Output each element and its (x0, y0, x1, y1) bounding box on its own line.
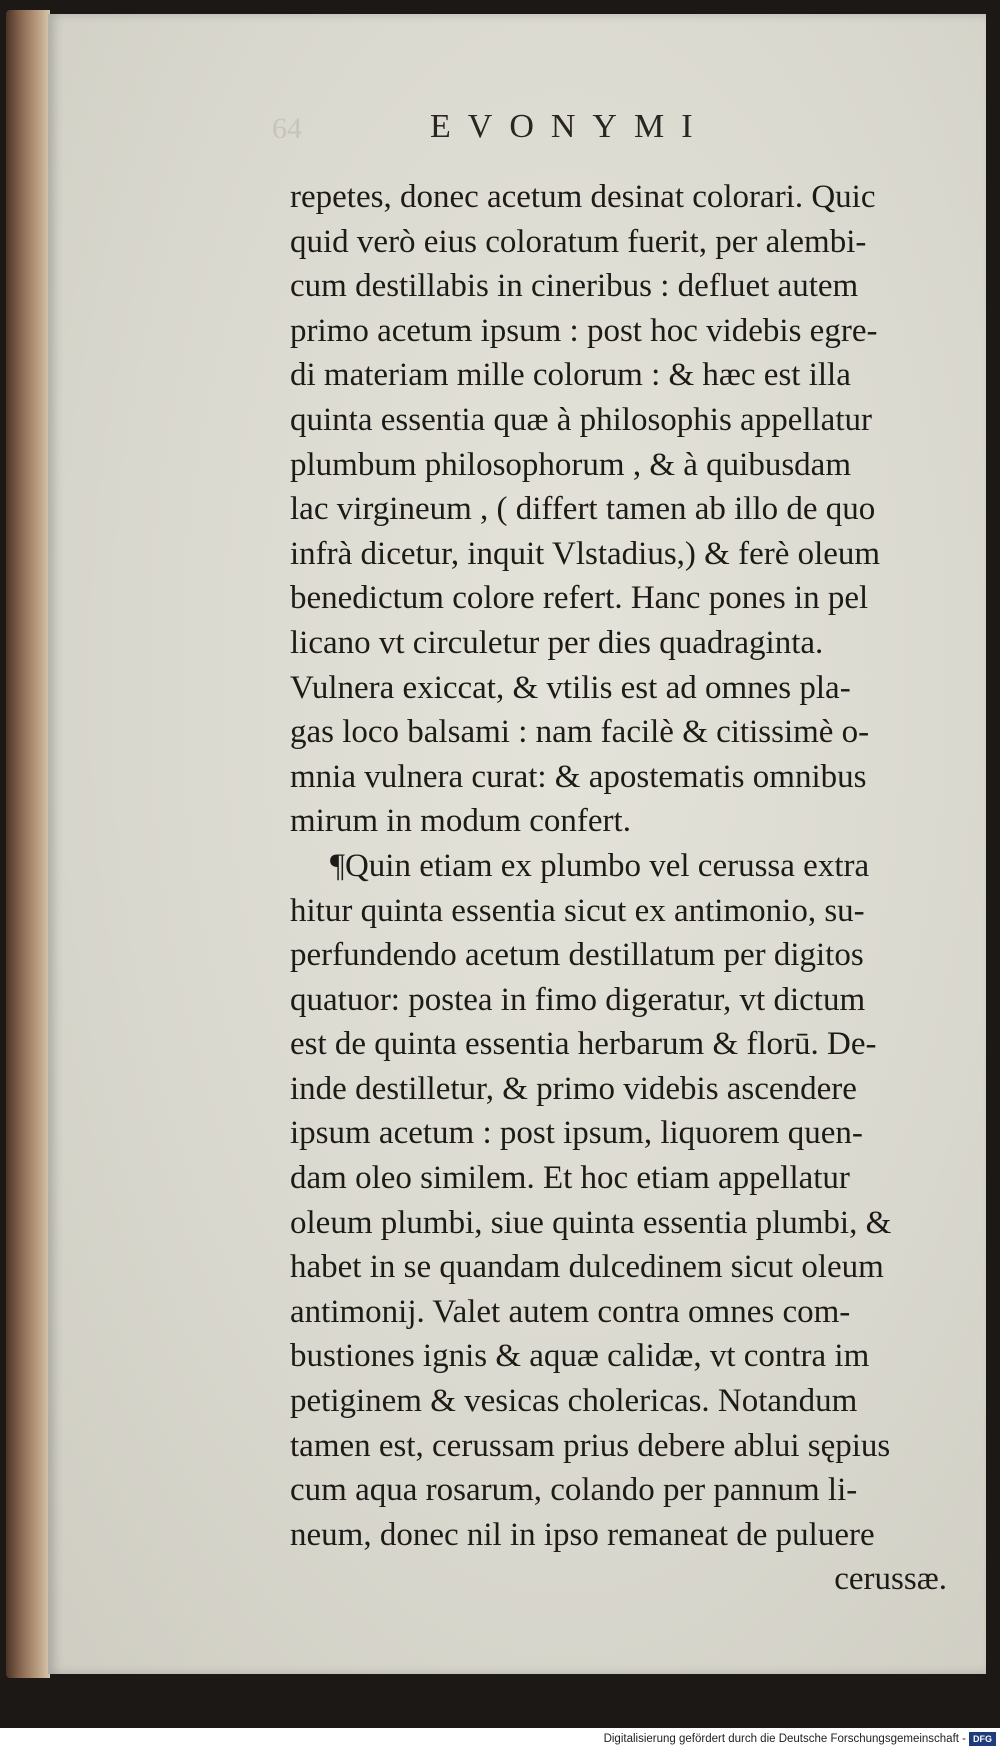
text-line: Vulnera exiccat, & vtilis est ad omnes pla- (290, 669, 851, 706)
text-line: infrà dicetur, inquit Vlstadius,) & ferè oleum (290, 535, 881, 572)
catchword: cerussæ. (834, 1561, 947, 1598)
text-line: licano vt circuletur per dies quadraginta. (290, 624, 824, 661)
text-line: bustiones ignis & aquæ calidæ, vt contra im (290, 1338, 870, 1375)
text-line: tamen est, cerussam prius debere ablui sępius (290, 1427, 891, 1464)
text-line: quid verò eius coloratum fuerit, per alembi- (290, 223, 867, 260)
text-line: petiginem & vesicas cholericas. Notandum (290, 1383, 858, 1420)
text-line: plumbum philosophorum , & à quibusdam (290, 446, 851, 483)
page-number: 64 (272, 112, 302, 145)
text-line: mnia vulnera curat: & apostematis omnibus (290, 758, 867, 795)
running-head: EVONYMI (430, 108, 710, 145)
dfg-logo-badge: DFG (969, 1732, 996, 1746)
text-line: gas loco balsami : nam facilè & citissimè o- (290, 714, 870, 751)
book-binding-edge (6, 10, 50, 1678)
text-block (290, 175, 955, 1602)
text-line: cum destillabis in cineribus : defluet autem (290, 268, 859, 305)
funding-credit: Digitalisierung gefördert durch die Deutsche Forschungsgemeinschaft - (603, 1733, 966, 1745)
paragraph-start-line: ¶Quin etiam ex plumbo vel cerussa extra (330, 847, 870, 884)
text-line: di materiam mille colorum : & hæc est illa (290, 357, 851, 394)
text-line: ipsum acetum : post ipsum, liquorem quen- (290, 1115, 863, 1152)
text-line: dam oleo similem. Et hoc etiam appellatur (290, 1160, 850, 1197)
text-line: perfundendo acetum destillatum per digitos (290, 937, 864, 974)
text-line: quatuor: postea in fimo digeratur, vt dictum (290, 981, 866, 1018)
text-line: quinta essentia quæ à philosophis appellatur (290, 401, 872, 438)
text-line: est de quinta essentia herbarum & florū. De- (290, 1026, 877, 1063)
text-line: habet in se quandam dulcedinem sicut oleum (290, 1249, 884, 1286)
text-line: antimonij. Valet autem contra omnes com- (290, 1293, 851, 1330)
text-line: hitur quinta essentia sicut ex antimonio, su- (290, 892, 865, 929)
text-line: neum, donec nil in ipso remaneat de puluere (290, 1516, 875, 1553)
text-line: oleum plumbi, siue quinta essentia plumbi, & (290, 1204, 892, 1241)
text-line: inde destilletur, & primo videbis ascendere (290, 1070, 857, 1107)
text-line: cum aqua rosarum, colando per pannum li- (290, 1472, 858, 1509)
text-line: benedictum colore refert. Hanc pones in pel (290, 580, 869, 617)
text-line: lac virgineum , ( differt tamen ab illo de quo (290, 491, 876, 528)
text-line: repetes, donec acetum desinat colorari. Quic (290, 179, 876, 215)
text-line: primo acetum ipsum : post hoc videbis egre- (290, 312, 878, 349)
text-line: mirum in modum confert. (290, 803, 631, 840)
